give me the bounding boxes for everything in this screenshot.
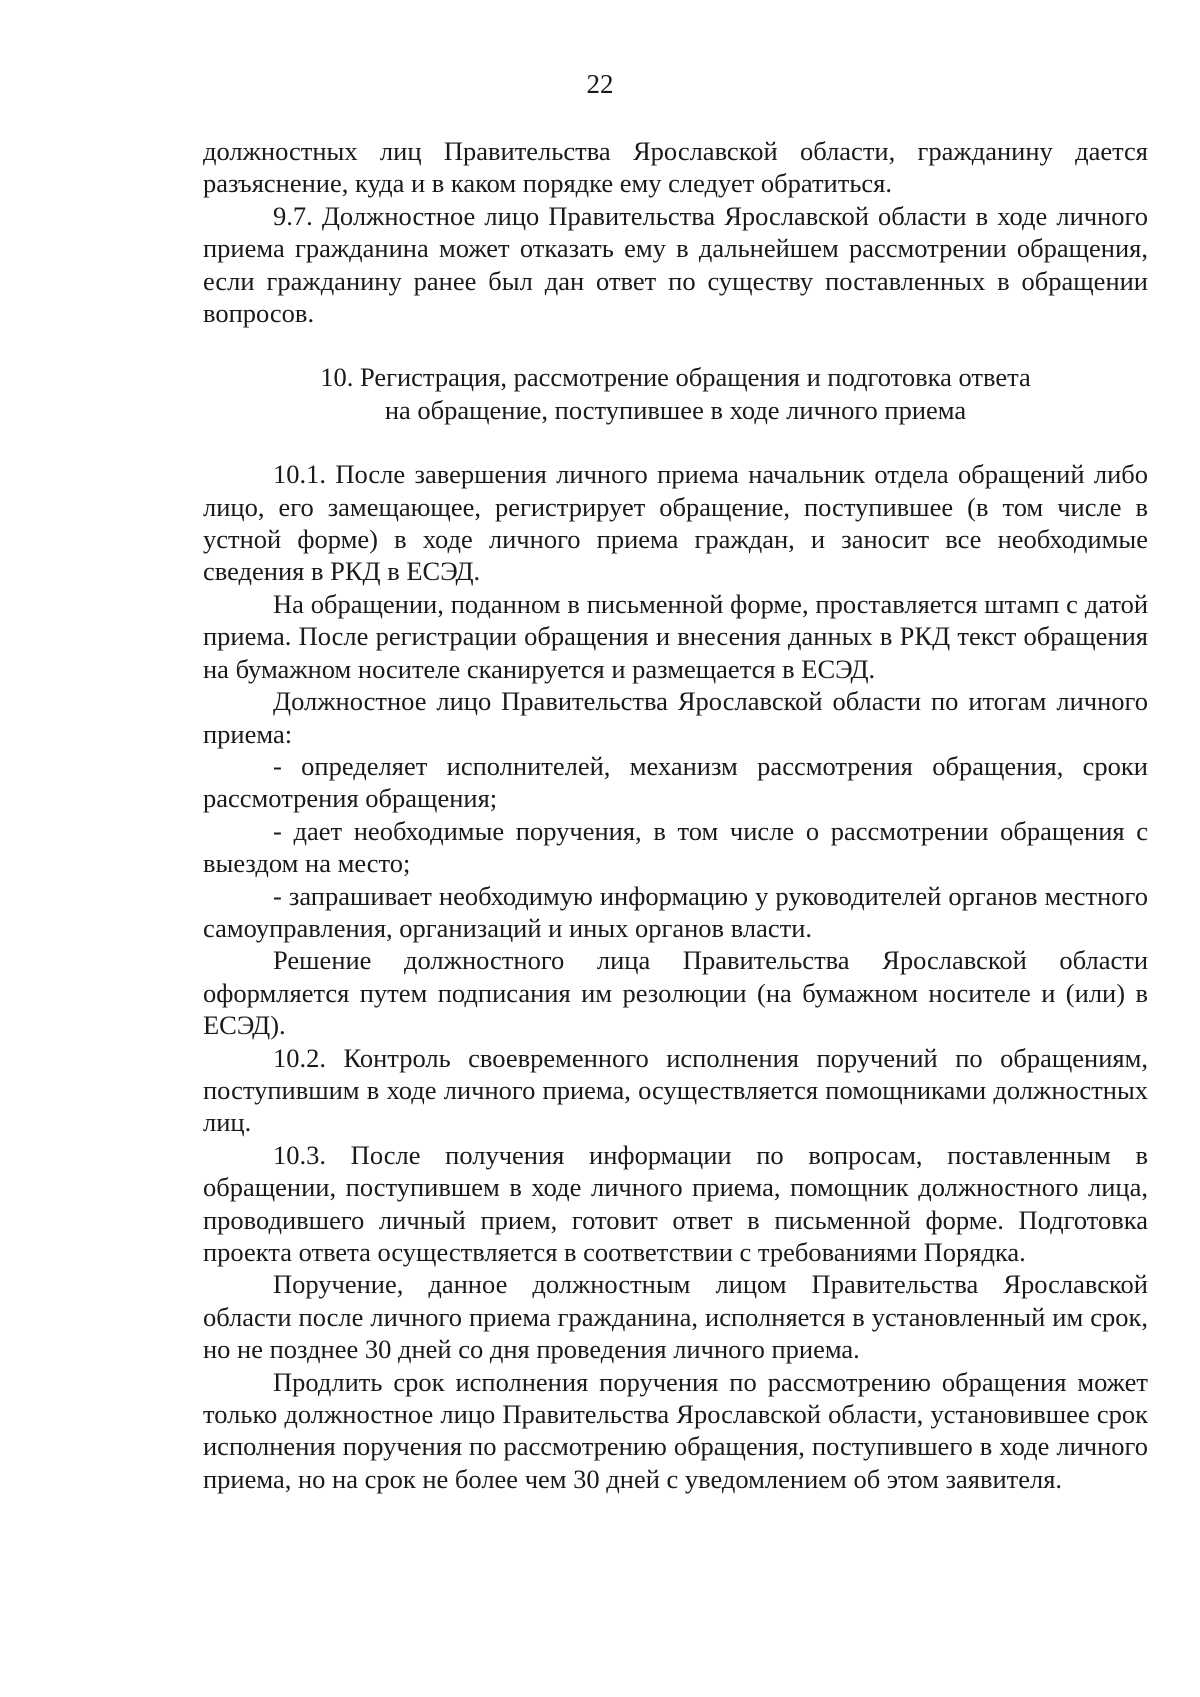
- paragraph-10-3: 10.3. После получения информации по вопросам, поставленным в обращении, поступившем в ходе личного приема, помощник должностного лица, проводившего личный прием, готовит ответ в письменной форме. Подготовка проекта ответа осуществляется в соответствии с требованиями Порядка.: [203, 1139, 1148, 1267]
- paragraph-official-results: Должностное лицо Правительства Ярославской области по итогам личного приема:: [203, 686, 1148, 749]
- paragraph-10-2: 10.2. Контроль своевременного исполнения поручений по обращениям, поступившим в ходе личного приема, осуществляется помощниками должностных лиц.: [203, 1042, 1148, 1138]
- paragraph-extension: Продлить срок исполнения поручения по рассмотрению обращения может только должностное лицо Правительства Ярославской области, установившее срок исполнения поручения по рассмотрению обращения, поступившего в ходе личного приема, но на срок не более чем 30 дней с уведомлением об этом заявителя.: [203, 1366, 1148, 1494]
- paragraph-instruction-deadline: Поручение, данное должностным лицом Правительства Ярославской области после личного приема гражданина, исполняется в установленный им срок, но не позднее 30 дней со дня проведения личного приема.: [203, 1269, 1148, 1365]
- paragraph-9-7: 9.7. Должностное лицо Правительства Ярославской области в ходе личного приема гражданина может отказать ему в дальнейшем рассмотрении обращения, если гражданину ранее был дан ответ по существу поставленных в обращении вопросов.: [203, 200, 1148, 329]
- paragraph-10-1: 10.1. После завершения личного приема начальник отдела обращений либо лицо, его замещающее, регистрирует обращение, поступившее (в том числе в устной форме) в ходе личного приема граждан, и заносит все необходимые сведения в РКД в ЕСЭД.: [203, 459, 1148, 587]
- document-body: [203, 135, 1148, 1495]
- paragraph-continuation: должностных лиц Правительства Ярославской области, гражданину дается разъяснение, куда и в каком порядке ему следует обратиться.: [203, 136, 1148, 199]
- page-number: 22: [586, 69, 614, 99]
- list-item-instructions: - дает необходимые поручения, в том числе о рассмотрении обращения с выездом на место;: [203, 815, 1148, 879]
- list-item-executors: - определяет исполнителей, механизм рассмотрения обращения, сроки рассмотрения обращения;: [203, 750, 1148, 814]
- section-heading: [203, 361, 1148, 426]
- section-heading-line-1: 10. Регистрация, рассмотрение обращения и подготовка ответа: [320, 362, 1031, 393]
- list-item-request-info: - запрашивает необходимую информацию у руководителей органов местного самоуправления, организаций и иных органов власти.: [203, 880, 1148, 943]
- paragraph-stamp: На обращении, поданном в письменной форме, проставляется штамп с датой приема. После регистрации обращения и внесения данных в РКД текст обращения на бумажном носителе сканируется и размещается в ЕСЭД.: [203, 588, 1148, 684]
- section-heading-line-2: на обращение, поступившее в ходе личного приема: [384, 394, 967, 425]
- paragraph-decision: Решение должностного лица Правительства Ярославской области оформляется путем подписания им резолюции (на бумажном носителе и (или) в ЕСЭД).: [203, 945, 1148, 1041]
